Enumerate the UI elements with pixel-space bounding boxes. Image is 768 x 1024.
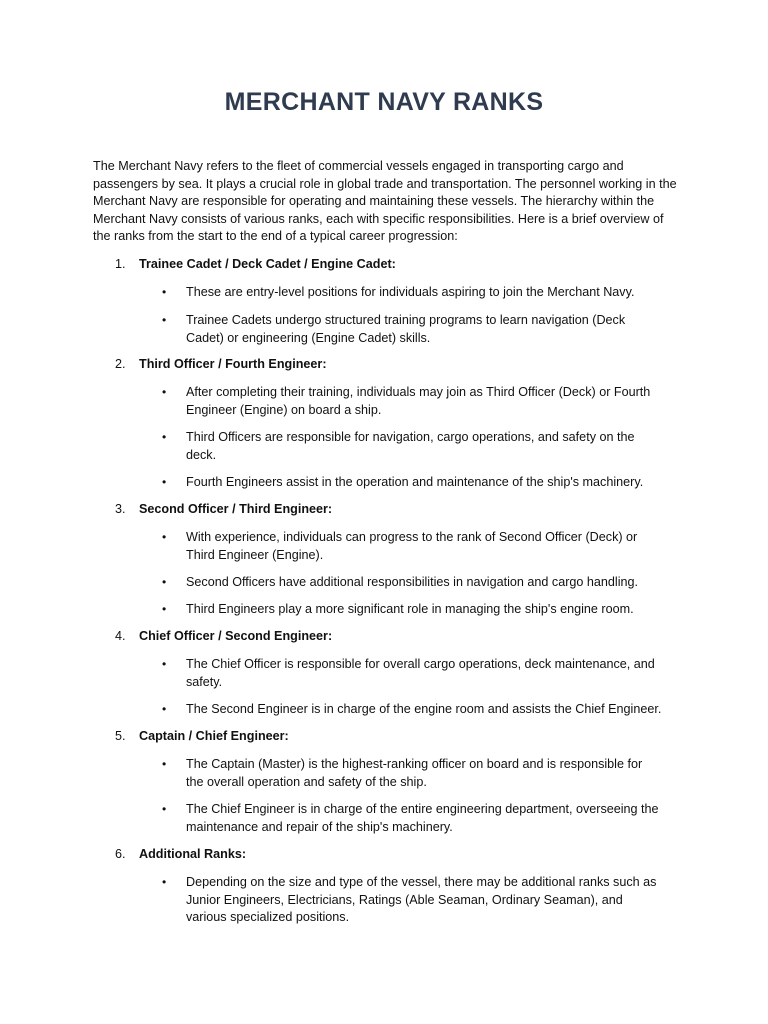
section-number: 6. xyxy=(115,847,126,861)
list-item-text: The Captain (Master) is the highest-ranking officer on board and is responsible for the overall operation and safety of the ship. xyxy=(186,757,643,789)
list-item xyxy=(162,656,662,691)
section-heading xyxy=(115,501,675,519)
bullet-icon: • xyxy=(162,430,167,444)
section-number: 2. xyxy=(115,357,126,371)
bullet-icon: • xyxy=(162,657,167,671)
page-title: MERCHANT NAVY RANKS xyxy=(224,88,544,116)
bullet-icon: • xyxy=(162,757,167,771)
list-item xyxy=(162,601,662,619)
list-item xyxy=(162,756,662,791)
bullet-icon: • xyxy=(162,285,167,299)
list-item xyxy=(162,284,662,302)
list-item xyxy=(162,529,662,564)
list-item-text: Second Officers have additional responsibilities in navigation and cargo handling. xyxy=(186,575,639,589)
list-item-text: The Chief Officer is responsible for overall cargo operations, deck maintenance, and safety. xyxy=(186,657,655,689)
list-item xyxy=(162,701,662,719)
list-item-text: Depending on the size and type of the vessel, there may be additional ranks such as Junior Engineers, Electricians, Ratings (Able Seaman, Ordinary Seaman), and various specialized positions. xyxy=(186,875,657,925)
bullet-icon: • xyxy=(162,602,167,616)
list-item xyxy=(162,312,662,347)
section-heading xyxy=(115,628,675,646)
list-item xyxy=(162,874,662,927)
list-item-text: These are entry-level positions for individuals aspiring to join the Merchant Navy. xyxy=(186,285,635,299)
bullet-icon: • xyxy=(162,802,167,816)
bullet-icon: • xyxy=(162,702,167,716)
section-number: 1. xyxy=(115,257,126,271)
section-number: 3. xyxy=(115,502,126,516)
list-item-text: The Second Engineer is in charge of the engine room and assists the Chief Engineer. xyxy=(186,702,662,716)
section-heading xyxy=(115,356,675,374)
bullet-icon: • xyxy=(162,475,167,489)
list-item xyxy=(162,384,662,419)
list-item xyxy=(162,801,662,836)
list-item-text: Third Officers are responsible for navigation, cargo operations, and safety on the deck. xyxy=(186,430,635,462)
section-heading xyxy=(115,846,675,864)
section-heading-text: Third Officer / Fourth Engineer: xyxy=(139,357,327,371)
list-item-text: Third Engineers play a more significant role in managing the ship's engine room. xyxy=(186,602,634,616)
section-heading-text: Captain / Chief Engineer: xyxy=(139,729,289,743)
list-item xyxy=(162,474,662,492)
bullet-icon: • xyxy=(162,875,167,889)
list-item-text: Trainee Cadets undergo structured training programs to learn navigation (Deck Cadet) or engineering (Engine Cadet) skills. xyxy=(186,313,626,345)
section-heading xyxy=(115,728,675,746)
list-item xyxy=(162,574,662,592)
section-heading-text: Chief Officer / Second Engineer: xyxy=(139,629,333,643)
list-item-text: After completing their training, individuals may join as Third Officer (Deck) or Fourth Engineer (Engine) on board a ship. xyxy=(186,385,651,417)
section-heading-text: Additional Ranks: xyxy=(139,847,247,861)
section-number: 5. xyxy=(115,729,126,743)
bullet-icon: • xyxy=(162,575,167,589)
section-number: 4. xyxy=(115,629,126,643)
bullet-icon: • xyxy=(162,385,167,399)
list-item-text: Fourth Engineers assist in the operation and maintenance of the ship's machinery. xyxy=(186,475,644,489)
list-item-text: The Chief Engineer is in charge of the entire engineering department, overseeing the maintenance and repair of the ship's machinery. xyxy=(186,802,659,834)
intro-paragraph: The Merchant Navy refers to the fleet of commercial vessels engaged in transporting cargo and passengers by sea. It plays a crucial role in global trade and transportation. The personnel working in the Merchant Navy are responsible for operating and maintaining these vessels. The hierarchy within the Merchant Navy consists of various ranks, each with specific responsibilities. Here is a brief overview of the ranks from the start to the end of a typical career progression: xyxy=(93,159,677,244)
section-heading-text: Trainee Cadet / Deck Cadet / Engine Cadet: xyxy=(139,257,396,271)
list-item xyxy=(162,429,662,464)
section-heading xyxy=(115,256,675,274)
list-item-text: With experience, individuals can progress to the rank of Second Officer (Deck) or Third Engineer (Engine). xyxy=(186,530,638,562)
bullet-icon: • xyxy=(162,530,167,544)
bullet-icon: • xyxy=(162,313,167,327)
section-heading-text: Second Officer / Third Engineer: xyxy=(139,502,333,516)
